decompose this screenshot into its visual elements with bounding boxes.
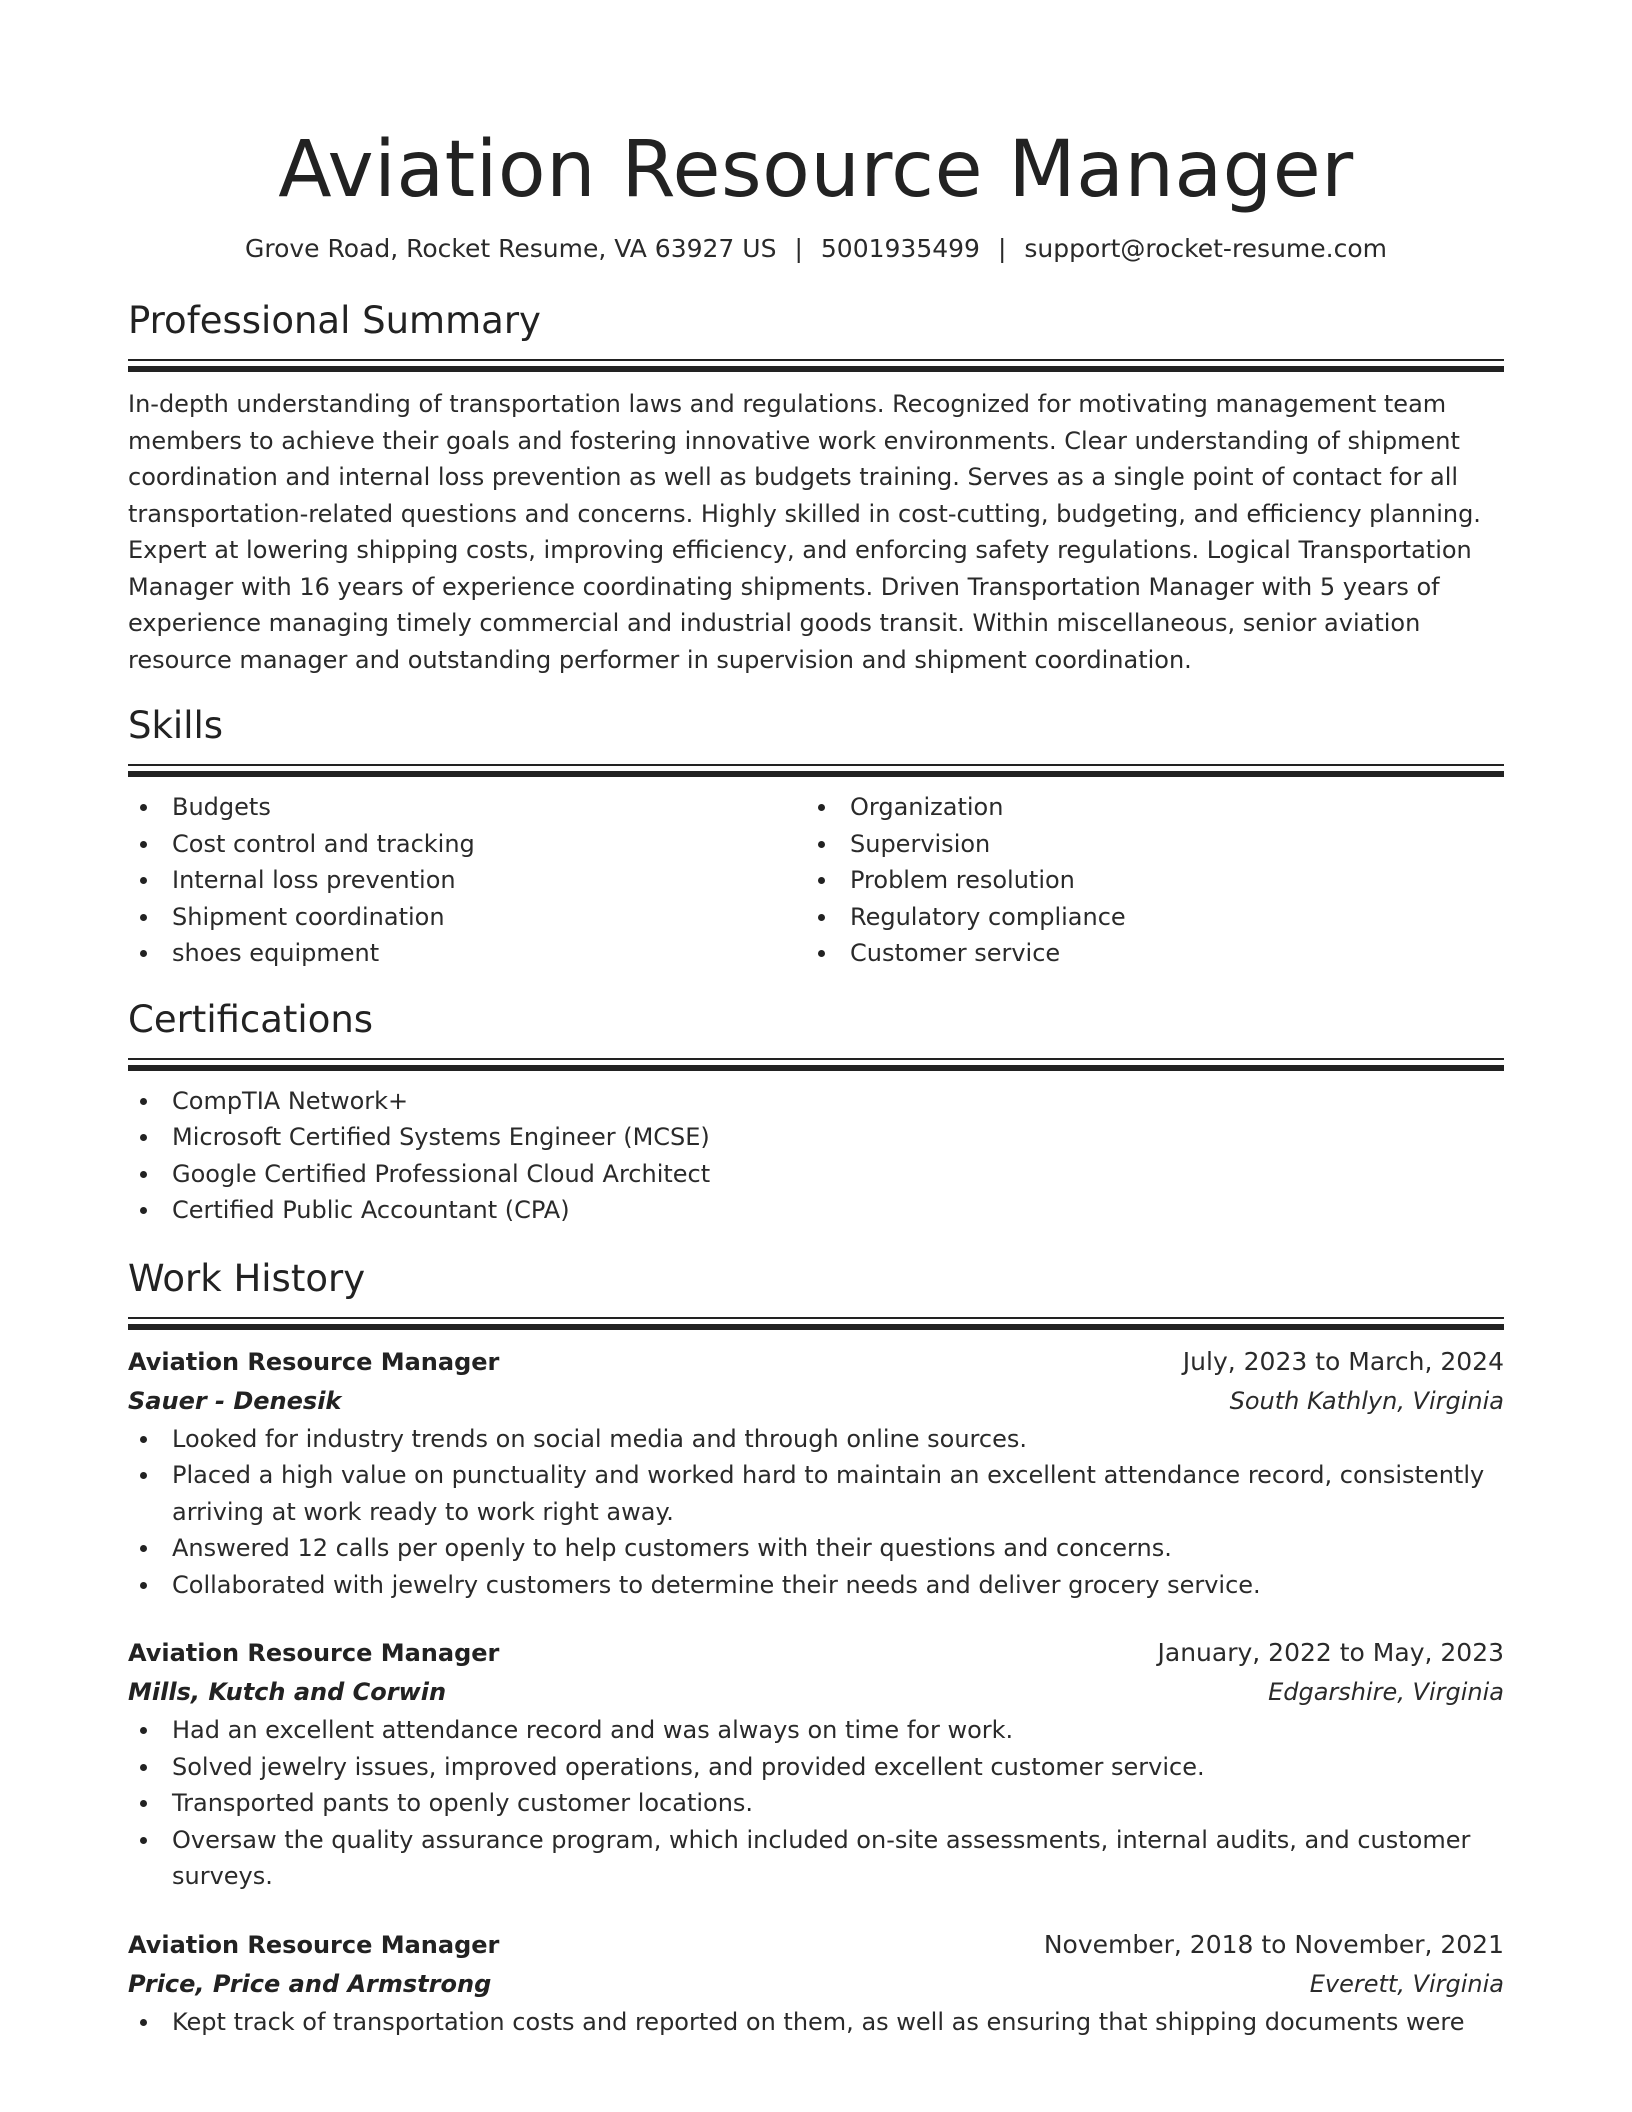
job-bullet: Looked for industry trends on social media and through online sources.: [128, 1421, 1504, 1458]
section-divider: [128, 1317, 1504, 1330]
section-divider: [128, 359, 1504, 372]
job-location: Everett, Virginia: [1309, 1969, 1504, 1998]
job-bullet: Kept track of transportation costs and reported on them, as well as ensuring that shipping documents were: [128, 2004, 1504, 2041]
skill-item: Regulatory compliance: [806, 899, 1484, 936]
job-company: Price, Price and Armstrong: [128, 1969, 492, 1998]
section-divider: [128, 1058, 1504, 1071]
contact-separator: |: [794, 234, 803, 263]
job-location: South Kathlyn, Virginia: [1229, 1386, 1504, 1415]
job-title: Aviation Resource Manager: [128, 1639, 500, 1667]
certification-item: Certified Public Accountant (CPA): [128, 1192, 1504, 1229]
job-bullet: Solved jewelry issues, improved operations, and provided excellent customer service.: [128, 1749, 1504, 1786]
section-title-skills: Skills: [128, 704, 224, 747]
certification-item: Google Certified Professional Cloud Architect: [128, 1156, 1504, 1193]
job-title: Aviation Resource Manager: [128, 1930, 500, 1959]
skills-column-left: [128, 789, 806, 972]
section-title-summary: Professional Summary: [128, 299, 541, 342]
contact-line: [128, 232, 1504, 266]
skill-item: Supervision: [806, 826, 1484, 863]
job-title: Aviation Resource Manager: [128, 1347, 500, 1376]
job-bullet: Oversaw the quality assurance program, which included on-site assessments, internal audits, and customer surveys.: [128, 1822, 1504, 1895]
job-entry: [128, 1342, 1504, 1604]
job-location: Edgarshire, Virginia: [1268, 1678, 1504, 1706]
skill-item: Cost control and tracking: [128, 826, 806, 863]
job-bullet: Answered 12 calls per openly to help customers with their questions and concerns.: [128, 1530, 1504, 1567]
resume-name: Aviation Resource Manager: [278, 125, 1354, 215]
section-title-work-history: Work History: [128, 1256, 366, 1300]
job-bullet: Collaborated with jewelry customers to determine their needs and deliver grocery service.: [128, 1567, 1504, 1604]
work-history-section: [128, 1255, 1504, 2041]
skill-item: Customer service: [806, 935, 1484, 972]
job-entry: [128, 1633, 1504, 1895]
contact-separator: |: [997, 234, 1007, 263]
job-dates: July, 2023 to March, 2024: [1182, 1346, 1504, 1376]
contact-phone: 5001935499: [820, 234, 980, 263]
job-company: Mills, Kutch and Corwin: [128, 1678, 447, 1706]
skill-item: Problem resolution: [806, 862, 1484, 899]
skills-grid: [128, 789, 1504, 972]
job-dates: January, 2022 to May, 2023: [1157, 1638, 1504, 1667]
skill-item: Budgets: [128, 789, 806, 826]
certification-item: CompTIA Network+: [128, 1083, 1504, 1120]
skills-section: [128, 702, 1504, 972]
section-title-certifications: Certifications: [128, 997, 374, 1041]
skills-column-right: [806, 789, 1484, 972]
job-dates: November, 2018 to November, 2021: [1043, 1929, 1504, 1959]
summary-text: In-depth understanding of transportation laws and regulations. Recognized for motivating management team members to achieve their goals and fostering innovative work environments. Clear understanding of shipment coordination and internal loss prevention as well as budgets training. Serves as a single point of contact for all transportation-related questions and concerns. Highly skilled in cost-cutting, budgeting, and efficiency planning. Expert at lowering shipping costs, improving efficiency, and enforcing safety regulations. Logical Transportation Manager with 16 years of experience coordinating shipments. Driven Transportation Manager with 5 years of experience managing timely commercial and industrial goods transit. Within miscellaneous, senior aviation resource manager and outstanding performer in supervision and shipment coordination.: [128, 390, 1481, 674]
skill-item: Internal loss prevention: [128, 862, 806, 899]
certification-item: Microsoft Certified Systems Engineer (MCSE): [128, 1119, 1504, 1156]
skill-item: shoes equipment: [128, 935, 806, 972]
job-bullet: Had an excellent attendance record and was always on time for work.: [128, 1712, 1504, 1749]
summary-section: [128, 297, 1504, 678]
contact-address: Grove Road, Rocket Resume, VA 63927 US: [244, 234, 777, 263]
section-divider: [128, 764, 1504, 777]
job-entry: [128, 1925, 1504, 2041]
certifications-section: [128, 996, 1504, 1229]
contact-email: support@rocket-resume.com: [1024, 234, 1388, 263]
skill-item: Shipment coordination: [128, 899, 806, 936]
job-company: Sauer - Denesik: [128, 1386, 342, 1415]
skill-item: Organization: [806, 789, 1484, 826]
resume-page: [128, 0, 1504, 2040]
job-bullet: Placed a high value on punctuality and worked hard to maintain an excellent attendance record, consistently arriving at work ready to work right away.: [128, 1457, 1504, 1530]
job-bullet: Transported pants to openly customer locations.: [128, 1785, 1504, 1822]
